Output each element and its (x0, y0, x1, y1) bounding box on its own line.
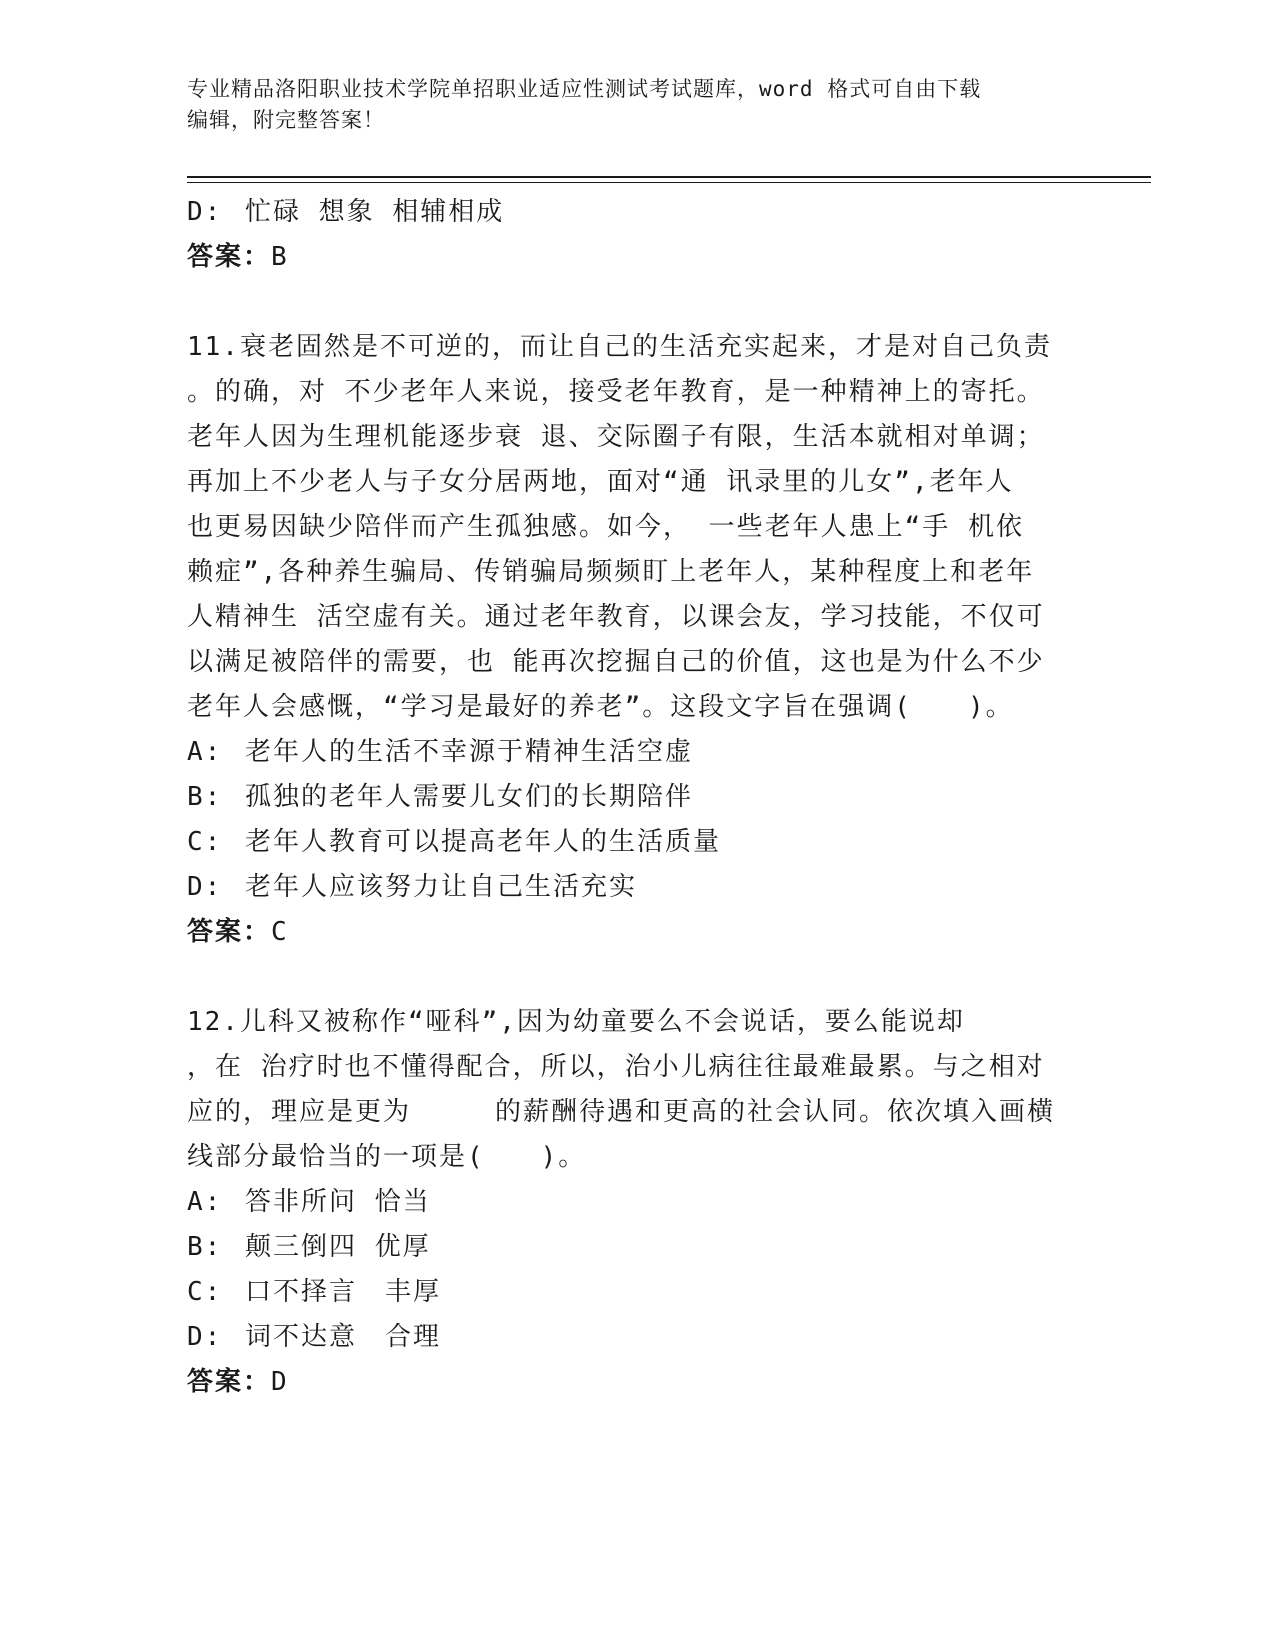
question-11-line: 人精神生 活空虚有关。通过老年教育，以课会友，学习技能，不仅可 (187, 602, 1045, 632)
question-11-line: 。的确，对 不少老年人来说，接受老年教育，是一种精神上的寄托。 (187, 377, 1045, 407)
question-12-line: ，在 治疗时也不懂得配合，所以，治小儿病往往最难最累。与之相对 (187, 1052, 1045, 1082)
question-11-line: 老年人会感慨，“学习是最好的养老”。这段文字旨在强调( )。 (187, 692, 1014, 722)
question-11-option-b (187, 775, 1087, 820)
question-12-answer (187, 1360, 1087, 1405)
answer-label: 答案： (187, 1367, 272, 1397)
option-text: 颠三倒四 优厚 (245, 1232, 431, 1262)
answer-value: D (271, 1367, 289, 1397)
prev-answer (187, 235, 1087, 280)
option-letter: D: (187, 197, 223, 227)
question-11-option-c (187, 820, 1087, 865)
question-11-line: 也更易因缺少陪伴而产生孤独感。如今， 一些老年人患上“手 机依 (187, 512, 1024, 542)
option-text: 口不择言 丰厚 (245, 1277, 442, 1307)
answer-label: 答案： (187, 917, 272, 947)
question-11-option-d (187, 865, 1087, 910)
header-line-2: 编辑，附完整答案！ (187, 108, 385, 132)
page-header (187, 74, 1087, 136)
header-line-1: 专业精品洛阳职业技术学院单招职业适应性测试考试题库，word 格式可自由下载 (187, 77, 982, 101)
question-12-line: 12.儿科又被称作“哑科”,因为幼童要么不会说话，要么能说却 (187, 1007, 965, 1037)
question-12-line: 线部分最恰当的一项是( )。 (187, 1142, 587, 1172)
option-letter: A: (187, 1187, 223, 1217)
question-11-line: 再加上不少老人与子女分居两地，面对“通 讯录里的儿女”,老年人 (187, 467, 1014, 497)
option-text: 老年人教育可以提高老年人的生活质量 (245, 827, 722, 857)
option-letter: B: (187, 782, 223, 812)
option-text: 老年人的生活不幸源于精神生活空虚 (245, 737, 694, 767)
question-content (187, 190, 1087, 1405)
answer-value: C (271, 917, 289, 947)
question-11 (187, 325, 1087, 955)
question-12 (187, 1000, 1087, 1405)
question-11-line: 老年人因为生理机能逐步衰 退、交际圈子有限，生活本就相对单调； (187, 422, 1045, 452)
option-text: 词不达意 合理 (245, 1322, 442, 1352)
answer-value: B (271, 242, 289, 272)
question-11-line: 以满足被陪伴的需要，也 能再次挖掘自己的价值，这也是为什么不少 (187, 647, 1045, 677)
option-letter: D: (187, 1322, 223, 1352)
question-11-line: 赖症”,各种养生骗局、传销骗局频频盯上老年人，某种程度上和老年 (187, 557, 1035, 587)
question-12-option-b (187, 1225, 1087, 1270)
question-12-option-a (187, 1180, 1087, 1225)
header-rule-thin (187, 182, 1151, 183)
question-12-option-c (187, 1270, 1087, 1315)
option-letter: A: (187, 737, 223, 767)
option-text: 答非所问 恰当 (245, 1187, 431, 1217)
option-text: 老年人应该努力让自己生活充实 (245, 872, 638, 902)
option-text: 忙碌 想象 相辅相成 (245, 197, 505, 227)
question-11-answer (187, 910, 1087, 955)
option-letter: C: (187, 1277, 223, 1307)
option-text: 孤独的老年人需要儿女们的长期陪伴 (245, 782, 694, 812)
option-letter: D: (187, 872, 223, 902)
header-rule-thick (187, 176, 1151, 178)
question-12-option-d (187, 1315, 1087, 1360)
question-12-line: 应的，理应是更为 的薪酬待遇和更高的社会认同。依次填入画横 (187, 1097, 1056, 1127)
option-letter: C: (187, 827, 223, 857)
question-11-option-a (187, 730, 1087, 775)
prev-option-d (187, 190, 1087, 235)
option-letter: B: (187, 1232, 223, 1262)
answer-label: 答案： (187, 242, 272, 272)
spacer (187, 955, 1087, 1000)
spacer (187, 280, 1087, 325)
question-11-line: 11.衰老固然是不可逆的，而让自己的生活充实起来，才是对自己负责 (187, 332, 1052, 362)
